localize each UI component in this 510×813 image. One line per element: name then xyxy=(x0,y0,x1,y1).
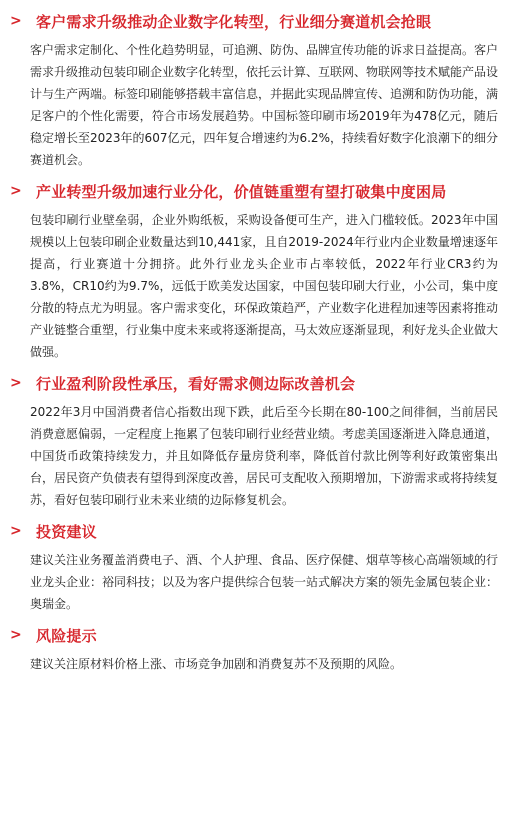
section-heading xyxy=(8,517,498,545)
section-paragraph: 建议关注原材料价格上涨、市场竞争加剧和消费复苏不及预期的风险。 xyxy=(30,657,403,671)
section-risk-warning xyxy=(8,621,498,675)
section-heading xyxy=(8,369,498,397)
section-title: 风险提示 xyxy=(36,626,97,645)
section-paragraph: 包装印刷行业壁垒弱，企业外购纸板，采购设备便可生产，进入门槛较低。2023年中国规模以上包装印刷企业数量达到10,441家，且自2019-2024年行业内企业数量增速逐年提高，行业赛道十分拥挤。此外行业龙头企业市占率较低，2022年行业CR3约为3.8%，CR10约为9.7%，远低于欧美发达国家，中国包装印刷大行业，小公司，集中度分散的特点尤为明显。客户需求变化，环保政策趋严，产业数字化进程加速等因素将推动产业链整合重塑，行业集中度未来或将逐渐提高，马太效应逐渐显现，利好龙头企业做大做强。 xyxy=(30,213,499,359)
chevron-right-icon: > xyxy=(10,183,22,199)
chevron-right-icon: > xyxy=(10,13,22,29)
section-heading xyxy=(8,177,498,205)
section-paragraph: 建议关注业务覆盖消费电子、酒、个人护理、食品、医疗保健、烟草等核心高端领域的行业龙头企业：裕同科技；以及为客户提供综合包装一站式解决方案的领先金属包装企业：奥瑞金。 xyxy=(30,553,499,611)
section-paragraph: 2022年3月中国消费者信心指数出现下跌，此后至今长期在80-100之间徘徊，当前居民消费意愿偏弱，一定程度上拖累了包装印刷行业经营业绩。考虑美国逐渐进入降息通道，中国货币政策持续发力，并且如降低存量房贷利率，降低首付款比例等利好政策密集出台，居民资产负债表有望得到深度改善，居民可支配收入预期增加，下游需求或将持续复苏，看好包装印刷行业未来业绩的边际修复机会。 xyxy=(30,405,499,507)
section-customer-demand xyxy=(8,7,498,171)
section-heading xyxy=(8,621,498,649)
section-title: 产业转型升级加速行业分化，价值链重塑有望打破集中度困局 xyxy=(36,182,447,201)
chevron-right-icon: > xyxy=(10,523,22,539)
section-paragraph: 客户需求定制化、个性化趋势明显，可追溯、防伪、品牌宣传功能的诉求日益提高。客户需求升级推动包装印刷企业数字化转型，依托云计算、互联网、物联网等技术赋能产品设计与生产两端。标签印刷能够搭载丰富信息，并据此实现品牌宣传、追溯和防伪功能，满足客户的个性化需要，符合市场发展趋势。中国标签印刷市场2019年为478亿元，随后稳定增长至2023年的607亿元，四年复合增速约为6.2%，持续看好数字化浪潮下的细分赛道机会。 xyxy=(30,43,499,167)
section-title: 投资建议 xyxy=(36,522,97,541)
section-industry-transformation xyxy=(8,177,498,363)
section-title: 客户需求升级推动企业数字化转型，行业细分赛道机会抢眼 xyxy=(36,12,432,31)
chevron-right-icon: > xyxy=(10,375,22,391)
section-title: 行业盈利阶段性承压，看好需求侧边际改善机会 xyxy=(36,374,356,393)
chevron-right-icon: > xyxy=(10,627,22,643)
section-investment-advice xyxy=(8,517,498,615)
section-profitability xyxy=(8,369,498,511)
section-heading xyxy=(8,7,498,35)
